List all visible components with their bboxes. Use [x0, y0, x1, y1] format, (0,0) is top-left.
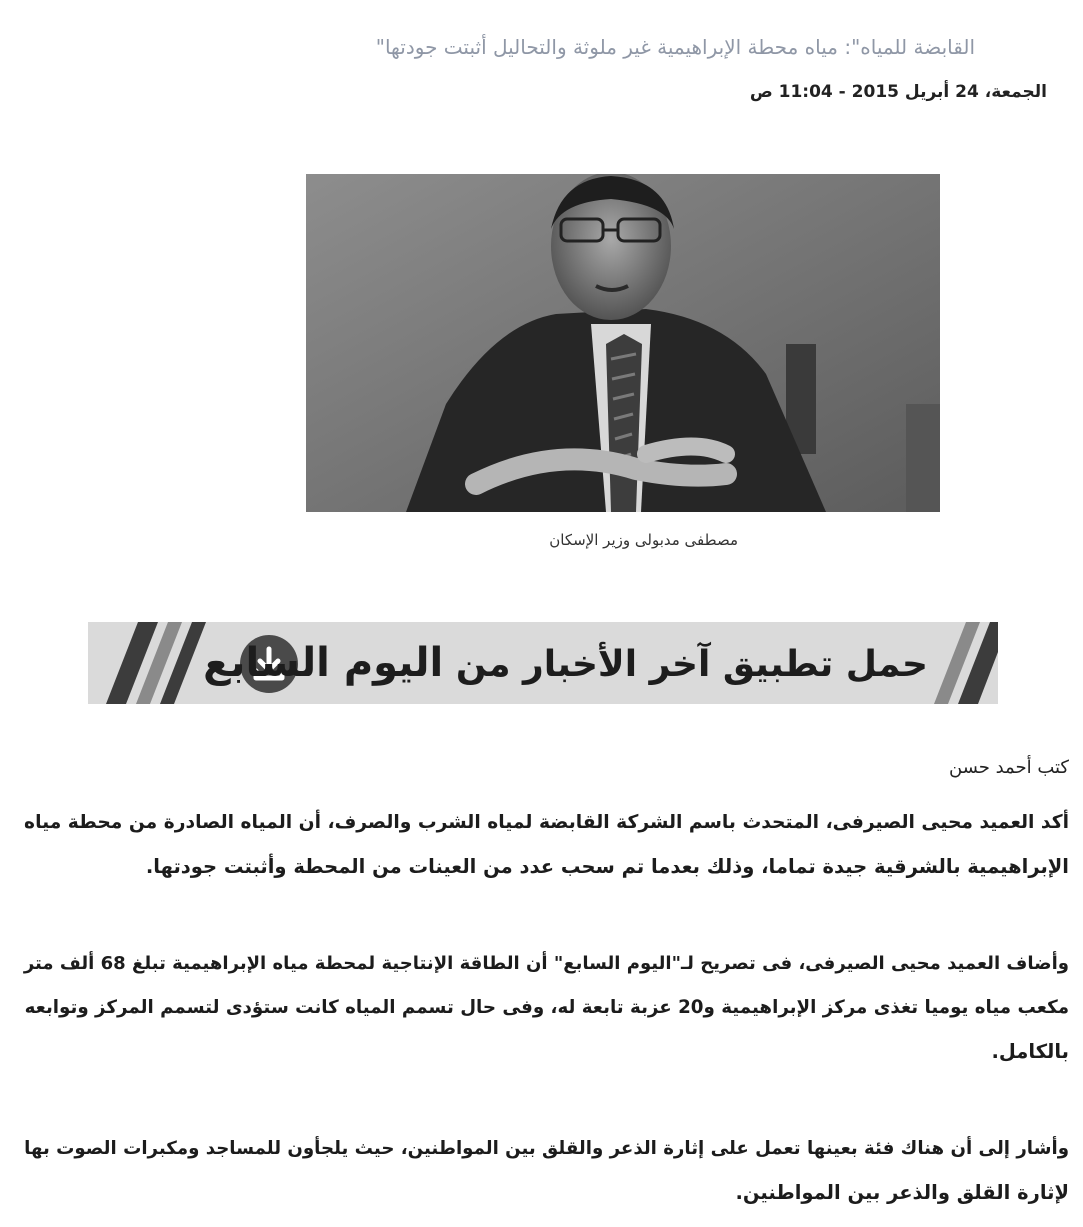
article-headline: القابضة للمياه": مياه محطة الإبراهيمية غير ملوثة والتحاليل أثبتت جودتها" — [375, 35, 975, 60]
paragraph-line: بالكامل. — [991, 1040, 1069, 1063]
app-download-banner[interactable] — [88, 622, 998, 704]
photo-caption: مصطفى مدبولى وزير الإسكان — [549, 531, 738, 549]
banner-text — [203, 640, 928, 686]
minister-portrait-image — [306, 174, 940, 512]
article-dateline: الجمعة، 24 أبريل 2015 - 11:04 ص — [749, 82, 1047, 102]
paragraph-line: وأضاف العميد محيى الصيرفى، فى تصريح لـ"اليوم السابع" أن الطاقة الإنتاجية لمحطة مياه الإبراهيمية تبلغ 68 ألف متر — [23, 953, 1069, 974]
paragraph-line: أكد العميد محيى الصيرفى، المتحدث باسم الشركة القابضة لمياه الشرب والصرف، أن المياه الصادرة من محطة مياه — [24, 812, 1069, 833]
article-paragraph — [13, 801, 1069, 889]
paragraph-line: لإثارة القلق والذعر بين المواطنين. — [735, 1181, 1069, 1204]
banner-brand-logo: اليوم السابع — [203, 640, 444, 686]
article-paragraph — [13, 942, 1069, 1074]
article-photo — [306, 174, 940, 512]
article-author: كتب أحمد حسن — [949, 757, 1069, 778]
paragraph-line: وأشار إلى أن هناك فئة بعينها تعمل على إثارة الذعر والقلق بين المواطنين، حيث يلجأون للمساجد ومكبرات الصوت بها — [24, 1138, 1069, 1159]
paragraph-line: الإبراهيمية بالشرقية جيدة تماما، وذلك بعدما تم سحب عدد من العينات من المحطة وأثبتت جودتها. — [145, 855, 1069, 878]
article-paragraph — [13, 1127, 1069, 1215]
banner-call-to-action: حمل تطبيق آخر الأخبار من — [455, 644, 928, 685]
paragraph-line: مكعب مياه يوميا تغذى مركز الإبراهيمية و20 عزبة تابعة له، وفى حال تسمم المياه كانت ستؤدى لتسمم المركز وتوابعه — [24, 997, 1069, 1018]
